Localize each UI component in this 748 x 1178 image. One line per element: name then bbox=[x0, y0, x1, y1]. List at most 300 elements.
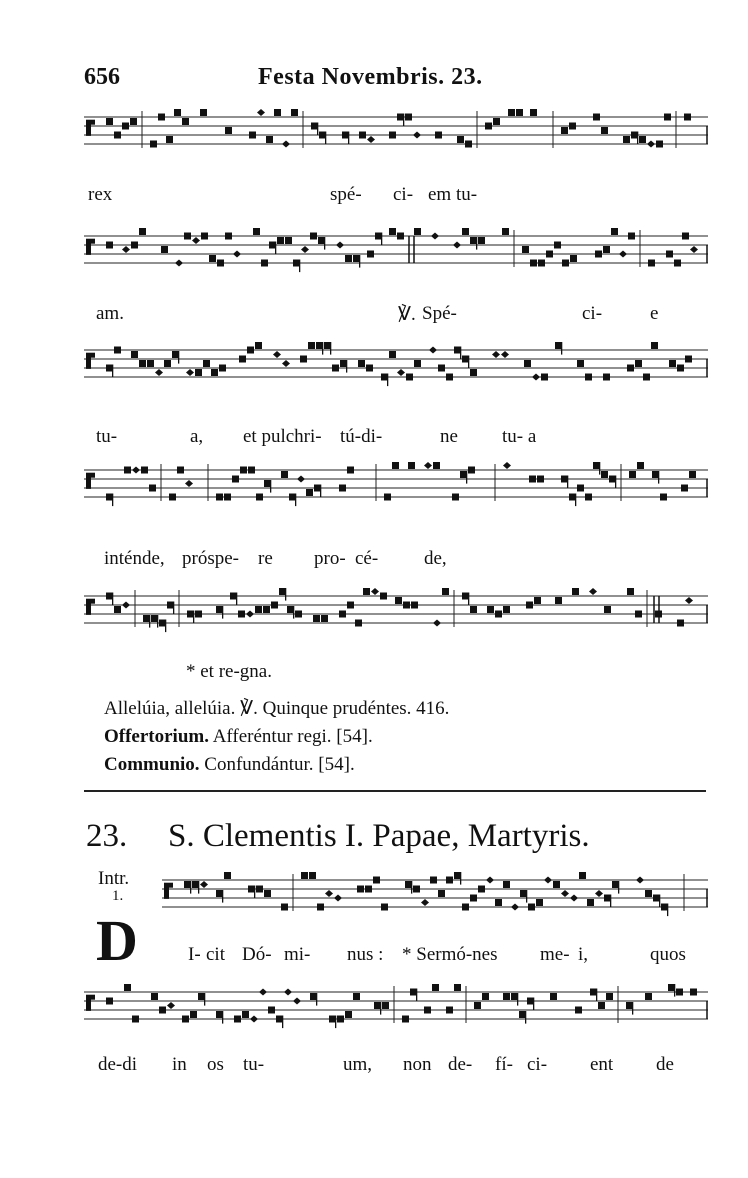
square-note bbox=[502, 228, 509, 235]
square-note bbox=[590, 989, 597, 996]
square-note bbox=[406, 374, 413, 381]
rhombus-note bbox=[336, 242, 344, 249]
square-note bbox=[462, 593, 469, 600]
square-note bbox=[681, 485, 688, 492]
rhombus-note bbox=[453, 242, 461, 249]
square-note bbox=[150, 141, 157, 148]
note-stem bbox=[193, 611, 194, 624]
note-stem bbox=[112, 593, 113, 606]
square-note bbox=[408, 462, 415, 469]
note-stem bbox=[330, 342, 331, 355]
note-stem bbox=[460, 872, 461, 885]
square-note bbox=[201, 233, 208, 240]
square-note bbox=[414, 360, 421, 367]
square-note bbox=[182, 118, 189, 125]
lyric: de- bbox=[448, 1054, 473, 1075]
square-note bbox=[603, 246, 610, 253]
square-note bbox=[389, 132, 396, 139]
square-note bbox=[340, 360, 347, 367]
square-note bbox=[234, 1016, 241, 1023]
rhombus-note bbox=[429, 347, 437, 354]
square-note bbox=[345, 1011, 352, 1018]
square-note bbox=[182, 1016, 189, 1023]
note-stem bbox=[282, 1016, 283, 1029]
note-stem bbox=[526, 890, 527, 903]
square-note bbox=[446, 877, 453, 884]
square-note bbox=[413, 886, 420, 893]
square-note bbox=[131, 351, 138, 358]
lyric: * et re-gna. bbox=[186, 661, 272, 682]
square-note bbox=[462, 904, 469, 911]
rhombus-note bbox=[259, 989, 267, 996]
square-note bbox=[643, 374, 650, 381]
square-note bbox=[347, 467, 354, 474]
square-note bbox=[256, 494, 263, 501]
square-note bbox=[669, 360, 676, 367]
note-stem bbox=[325, 132, 326, 145]
lyric: e bbox=[650, 303, 659, 324]
square-note bbox=[604, 606, 611, 613]
square-note bbox=[528, 904, 535, 911]
square-note bbox=[295, 611, 302, 618]
rhombus-note bbox=[647, 141, 655, 148]
rhombus-note bbox=[532, 374, 540, 381]
square-note bbox=[124, 467, 131, 474]
square-note bbox=[313, 615, 320, 622]
square-note bbox=[291, 109, 298, 116]
lyric: am. bbox=[96, 303, 124, 324]
square-note bbox=[106, 998, 113, 1005]
note-stem bbox=[149, 615, 150, 628]
rhombus-note bbox=[690, 246, 698, 253]
square-note bbox=[342, 132, 349, 139]
note-stem bbox=[285, 588, 286, 601]
square-note bbox=[392, 462, 399, 469]
square-note bbox=[279, 588, 286, 595]
square-note bbox=[577, 360, 584, 367]
square-note bbox=[285, 237, 292, 244]
note-stem bbox=[615, 476, 616, 489]
square-note bbox=[281, 471, 288, 478]
introit-mode: 1. bbox=[112, 888, 124, 904]
square-note bbox=[637, 462, 644, 469]
square-note bbox=[433, 462, 440, 469]
square-note bbox=[668, 984, 675, 991]
square-note bbox=[271, 602, 278, 609]
square-note bbox=[384, 494, 391, 501]
square-note bbox=[198, 993, 205, 1000]
clef-icon bbox=[86, 120, 95, 125]
page-number: 656 bbox=[84, 64, 120, 90]
square-note bbox=[106, 242, 113, 249]
lyric: * Sermó-nes bbox=[402, 944, 498, 965]
square-note bbox=[164, 360, 171, 367]
rhombus-note bbox=[192, 237, 200, 244]
square-note bbox=[314, 485, 321, 492]
lyric: ent bbox=[590, 1054, 614, 1075]
communio-text: Confundántur. [54]. bbox=[204, 754, 355, 775]
square-note bbox=[527, 998, 534, 1005]
square-note bbox=[106, 365, 113, 372]
rhombus-note bbox=[503, 462, 511, 469]
square-note bbox=[522, 246, 529, 253]
square-note bbox=[397, 233, 404, 240]
lyric: ci- bbox=[582, 303, 603, 324]
lyric: tu- bbox=[96, 426, 118, 447]
square-note bbox=[674, 260, 681, 267]
square-note bbox=[264, 890, 271, 897]
rhombus-note bbox=[167, 1002, 175, 1009]
rhombus-note bbox=[413, 132, 421, 139]
square-note bbox=[648, 260, 655, 267]
square-note bbox=[264, 480, 271, 487]
square-note bbox=[485, 123, 492, 130]
square-note bbox=[225, 233, 232, 240]
square-note bbox=[310, 233, 317, 240]
square-note bbox=[465, 141, 472, 148]
square-note bbox=[195, 369, 202, 376]
square-note bbox=[358, 360, 365, 367]
square-note bbox=[161, 246, 168, 253]
square-note bbox=[255, 342, 262, 349]
square-note bbox=[195, 611, 202, 618]
square-note bbox=[147, 360, 154, 367]
square-note bbox=[569, 123, 576, 130]
square-note bbox=[493, 118, 500, 125]
square-note bbox=[438, 890, 445, 897]
lyric: inténde, bbox=[104, 548, 165, 569]
lyric: tú-di- bbox=[340, 426, 383, 447]
chant-staff-1 bbox=[84, 105, 708, 175]
square-note bbox=[611, 228, 618, 235]
rhombus-note bbox=[122, 246, 130, 253]
square-note bbox=[293, 260, 300, 267]
communio-label: Communio. bbox=[104, 754, 200, 775]
square-note bbox=[395, 597, 402, 604]
note-stem bbox=[316, 993, 317, 1006]
rhombus-note bbox=[155, 369, 163, 376]
square-note bbox=[277, 237, 284, 244]
chant-staff-6 bbox=[162, 868, 708, 940]
rhombus-note bbox=[486, 877, 494, 884]
square-note bbox=[468, 467, 475, 474]
note-stem bbox=[596, 989, 597, 1002]
square-note bbox=[677, 365, 684, 372]
offertorium-text: Afferéntur regi. [54]. bbox=[212, 726, 373, 747]
square-note bbox=[166, 136, 173, 143]
clef-icon bbox=[86, 599, 95, 604]
square-note bbox=[216, 606, 223, 613]
rhombus-note bbox=[282, 141, 290, 148]
square-note bbox=[585, 374, 592, 381]
rhombus-note bbox=[367, 136, 375, 143]
square-note bbox=[281, 904, 288, 911]
square-note bbox=[149, 485, 156, 492]
square-note bbox=[318, 237, 325, 244]
square-note bbox=[627, 365, 634, 372]
rhombus-note bbox=[233, 251, 241, 258]
square-note bbox=[601, 471, 608, 478]
note-stem bbox=[299, 260, 300, 273]
note-stem bbox=[178, 351, 179, 364]
square-note bbox=[403, 602, 410, 609]
note-stem bbox=[222, 1011, 223, 1024]
square-note bbox=[402, 1016, 409, 1023]
note-stem bbox=[173, 602, 174, 615]
lyric: in bbox=[172, 1054, 187, 1075]
note-stem bbox=[411, 881, 412, 894]
note-stem bbox=[468, 356, 469, 369]
note-stem bbox=[476, 237, 477, 250]
square-note bbox=[593, 114, 600, 121]
square-note bbox=[355, 620, 362, 627]
square-note bbox=[526, 602, 533, 609]
square-note bbox=[359, 132, 366, 139]
square-note bbox=[569, 494, 576, 501]
square-note bbox=[452, 494, 459, 501]
square-note bbox=[536, 899, 543, 906]
square-note bbox=[474, 1002, 481, 1009]
square-note bbox=[289, 494, 296, 501]
square-note bbox=[587, 899, 594, 906]
square-note bbox=[454, 347, 461, 354]
note-stem bbox=[348, 132, 349, 145]
square-note bbox=[530, 109, 537, 116]
square-note bbox=[546, 251, 553, 258]
note-stem bbox=[466, 471, 467, 484]
square-note bbox=[248, 886, 255, 893]
clef-icon bbox=[86, 995, 95, 1000]
lyric: Spé- bbox=[422, 303, 457, 324]
square-note bbox=[495, 611, 502, 618]
square-note bbox=[534, 597, 541, 604]
square-note bbox=[585, 494, 592, 501]
square-note bbox=[508, 109, 515, 116]
note-stem bbox=[618, 881, 619, 894]
lyric: ne bbox=[440, 426, 458, 447]
alleluia-verse: Quinque prudéntes. 416. bbox=[262, 698, 450, 719]
square-note bbox=[172, 351, 179, 358]
rhombus-note bbox=[561, 890, 569, 897]
note-stem bbox=[157, 615, 158, 628]
square-note bbox=[435, 132, 442, 139]
square-note bbox=[177, 467, 184, 474]
alleluia-line bbox=[104, 697, 449, 720]
square-note bbox=[367, 251, 374, 258]
square-note bbox=[478, 237, 485, 244]
square-note bbox=[114, 347, 121, 354]
square-note bbox=[487, 606, 494, 613]
square-note bbox=[216, 1011, 223, 1018]
square-note bbox=[122, 123, 129, 130]
square-note bbox=[242, 1011, 249, 1018]
note-stem bbox=[575, 494, 576, 507]
square-note bbox=[389, 351, 396, 358]
lyric: cé- bbox=[355, 548, 379, 569]
rhombus-note bbox=[246, 611, 254, 618]
square-note bbox=[503, 606, 510, 613]
square-note bbox=[211, 369, 218, 376]
note-stem bbox=[293, 606, 294, 619]
rhombus-note bbox=[636, 877, 644, 884]
square-note bbox=[470, 237, 477, 244]
square-note bbox=[635, 360, 642, 367]
rhombus-note bbox=[619, 251, 627, 258]
square-note bbox=[192, 881, 199, 888]
lyric: de, bbox=[424, 548, 447, 569]
square-note bbox=[414, 228, 421, 235]
lyric: me- bbox=[540, 944, 570, 965]
lyric: fí- bbox=[495, 1054, 513, 1075]
square-note bbox=[553, 881, 560, 888]
square-note bbox=[130, 118, 137, 125]
square-note bbox=[601, 127, 608, 134]
clef-icon bbox=[86, 473, 95, 478]
rhombus-note bbox=[371, 588, 379, 595]
square-note bbox=[430, 877, 437, 884]
square-note bbox=[511, 993, 518, 1000]
square-note bbox=[550, 993, 557, 1000]
square-note bbox=[381, 374, 388, 381]
square-note bbox=[200, 109, 207, 116]
square-note bbox=[579, 872, 586, 879]
square-note bbox=[357, 886, 364, 893]
rhombus-note bbox=[501, 351, 509, 358]
clef-icon bbox=[164, 883, 173, 888]
lyric: ci- bbox=[393, 184, 414, 205]
lyric: a, bbox=[190, 426, 204, 447]
square-note bbox=[478, 886, 485, 893]
square-note bbox=[319, 132, 326, 139]
rhombus-note bbox=[185, 480, 193, 487]
note-stem bbox=[658, 471, 659, 484]
square-note bbox=[685, 356, 692, 363]
chant-staff-3 bbox=[84, 338, 708, 410]
square-note bbox=[310, 993, 317, 1000]
square-note bbox=[345, 255, 352, 262]
square-note bbox=[629, 471, 636, 478]
square-note bbox=[690, 989, 697, 996]
square-note bbox=[216, 890, 223, 897]
square-note bbox=[653, 895, 660, 902]
square-note bbox=[562, 260, 569, 267]
square-note bbox=[652, 471, 659, 478]
lyric: pro- bbox=[314, 548, 346, 569]
square-note bbox=[684, 114, 691, 121]
rhombus-note bbox=[570, 895, 578, 902]
square-note bbox=[397, 114, 404, 121]
square-note bbox=[301, 872, 308, 879]
square-note bbox=[516, 109, 523, 116]
note-stem bbox=[190, 881, 191, 894]
square-note bbox=[570, 255, 577, 262]
rhombus-note bbox=[421, 899, 429, 906]
square-note bbox=[261, 260, 268, 267]
square-note bbox=[224, 872, 231, 879]
note-stem bbox=[112, 365, 113, 378]
square-note bbox=[151, 993, 158, 1000]
lyric: Dó- bbox=[242, 944, 272, 965]
square-note bbox=[240, 467, 247, 474]
note-stem bbox=[222, 606, 223, 619]
rhombus-note bbox=[282, 360, 290, 367]
square-note bbox=[141, 467, 148, 474]
lyric: próspe- bbox=[182, 548, 239, 569]
lyric: um, bbox=[343, 1054, 373, 1075]
note-stem bbox=[165, 620, 166, 633]
square-note bbox=[309, 872, 316, 879]
lyric: I- bbox=[188, 944, 201, 965]
rhombus-note bbox=[685, 597, 693, 604]
running-title: Festa Novembris. 23. bbox=[258, 64, 483, 90]
square-note bbox=[460, 471, 467, 478]
lyric: os bbox=[207, 1054, 224, 1075]
rhombus-note bbox=[293, 998, 301, 1005]
square-note bbox=[269, 242, 276, 249]
square-note bbox=[541, 374, 548, 381]
square-note bbox=[603, 374, 610, 381]
note-stem bbox=[533, 998, 534, 1011]
square-note bbox=[316, 342, 323, 349]
square-note bbox=[577, 485, 584, 492]
note-stem bbox=[667, 904, 668, 917]
square-note bbox=[454, 984, 461, 991]
square-note bbox=[159, 620, 166, 627]
square-note bbox=[519, 1011, 526, 1018]
lyric: de bbox=[656, 1054, 674, 1075]
square-note bbox=[249, 132, 256, 139]
square-note bbox=[158, 114, 165, 121]
square-note bbox=[520, 890, 527, 897]
square-note bbox=[329, 1016, 336, 1023]
square-note bbox=[187, 611, 194, 618]
square-note bbox=[375, 233, 382, 240]
square-note bbox=[203, 360, 210, 367]
section-divider bbox=[84, 790, 706, 792]
square-note bbox=[174, 109, 181, 116]
square-note bbox=[438, 365, 445, 372]
note-stem bbox=[632, 1002, 633, 1015]
square-note bbox=[106, 494, 113, 501]
note-stem bbox=[381, 233, 382, 246]
rhombus-note bbox=[297, 476, 305, 483]
square-note bbox=[365, 886, 372, 893]
square-note bbox=[462, 356, 469, 363]
square-note bbox=[159, 1007, 166, 1014]
square-note bbox=[217, 260, 224, 267]
note-stem bbox=[112, 494, 113, 507]
square-note bbox=[470, 895, 477, 902]
square-note bbox=[374, 1002, 381, 1009]
note-stem bbox=[320, 485, 321, 498]
square-note bbox=[482, 993, 489, 1000]
square-note bbox=[139, 228, 146, 235]
note-stem bbox=[359, 255, 360, 268]
square-note bbox=[263, 606, 270, 613]
square-note bbox=[446, 1007, 453, 1014]
square-note bbox=[287, 606, 294, 613]
lyric: de-di bbox=[98, 1054, 138, 1075]
square-note bbox=[332, 365, 339, 372]
rhombus-note bbox=[589, 588, 597, 595]
clef-icon bbox=[86, 239, 95, 244]
square-note bbox=[575, 1007, 582, 1014]
rhombus-note bbox=[424, 462, 432, 469]
drop-cap-initial: D bbox=[96, 908, 138, 973]
square-note bbox=[572, 588, 579, 595]
square-note bbox=[676, 989, 683, 996]
lyric: i, bbox=[578, 944, 589, 965]
